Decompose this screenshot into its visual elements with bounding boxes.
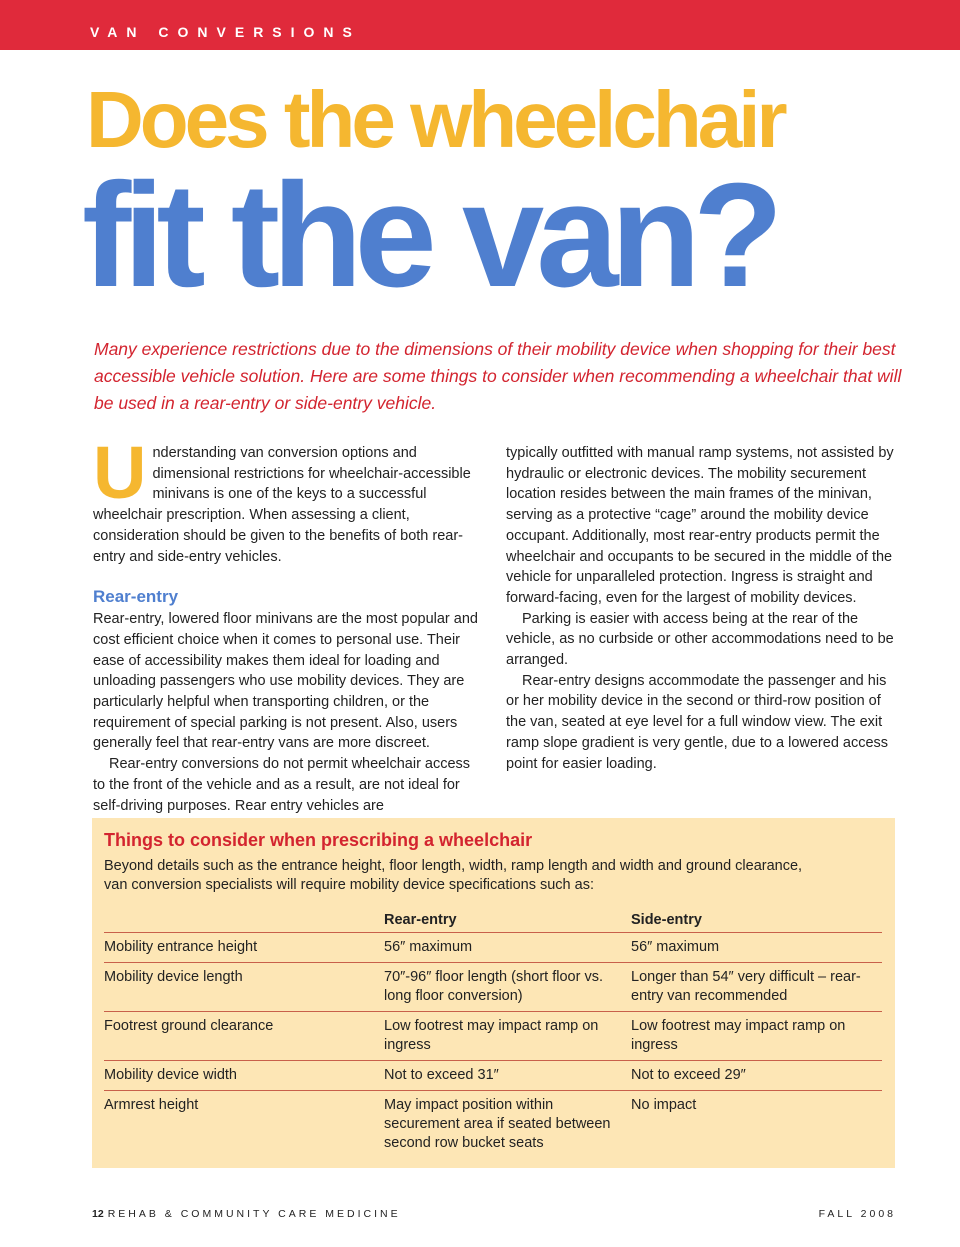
side-entry-value: Not to exceed 29″ [631, 1061, 882, 1091]
row-label: Mobility device length [104, 963, 384, 1012]
table-row [104, 963, 882, 1012]
row-label: Mobility device width [104, 1061, 384, 1091]
page-number: 12 [92, 1208, 104, 1220]
column-header-rear-entry: Rear-entry [384, 906, 631, 933]
headline-line-2: fit the van? [82, 153, 776, 318]
subhead-rear-entry: Rear-entry [93, 587, 179, 607]
sidebar-title: Things to consider when prescribing a wheelchair [104, 830, 533, 850]
side-entry-value: No impact [631, 1097, 697, 1113]
row-label: Mobility entrance height [104, 933, 384, 963]
paragraph-2: Rear-entry conversions do not permit wheelchair access to the front of the vehicle and as a result, are not ideal for self-driving purposes. Rear entry vehicles are [93, 756, 471, 814]
sidebar-intro: Beyond details such as the entrance height, floor length, width, ramp length and width and ground clearance, van conversion specialists will require mobility device specifications such as: [104, 858, 803, 893]
table-row [104, 1061, 882, 1091]
spec-table [104, 906, 882, 1158]
rear-entry-value: Not to exceed 31″ [384, 1061, 631, 1091]
column-header-side-entry: Side-entry [631, 906, 882, 933]
side-entry-value: Low footrest may impact ramp on ingress [631, 1012, 882, 1061]
paragraph-4: Rear-entry designs accommodate the passenger and his or her mobility device in the second or third-row position of the van, seated at eye level for a full window view. The exit ramp slope gradient is very gentle, due to a lowered access point for easier loading. [506, 672, 889, 772]
rear-entry-value: Low footrest may impact ramp on ingress [384, 1012, 631, 1061]
paragraph-1: Rear-entry, lowered floor minivans are the most popular and cost efficient choice when it comes to personal use. Their ease of accessibility makes them ideal for loading and unloading passengers who use mobility devices. They are particularly helpful when transporting children, or the requirement of special parking is not present. Also, users generally feel that rear-entry vans are more discreet. [93, 611, 478, 752]
column-header [104, 906, 384, 933]
table-row [104, 933, 882, 963]
sidebar-box [92, 818, 895, 1168]
article-column-right [506, 443, 898, 774]
side-entry-value: Longer than 54″ very difficult – rear-entry van recommended [631, 963, 882, 1012]
deck-text: Many experience restrictions due to the dimensions of their mobility device when shopping for their best accessible vehicle solution. Here are some things to consider when recommending a wheelchair that will be used in a rear-entry or side-entry vehicle. [94, 339, 902, 413]
intro-text: nderstanding van conversion options and dimensional restrictions for wheelchair-accessible minivans is one of the keys to a successful wheelchair prescription. When assessing a client, consideration should be given to the benefits of both rear-entry and side-entry vehicles. [93, 445, 471, 565]
article-column-left [93, 431, 485, 816]
headline-line-1: Does the wheelchair [86, 75, 784, 164]
row-label: Footrest ground clearance [104, 1012, 384, 1061]
table-header-row [104, 906, 882, 933]
footer-publication [92, 1208, 401, 1220]
publication-name: REHAB & COMMUNITY CARE MEDICINE [107, 1208, 401, 1220]
paragraph-3: Parking is easier with access being at the rear of the vehicle, as no curbside or other accommodations need to be arranged. [506, 610, 894, 669]
paragraph-2-continued: typically outfitted with manual ramp systems, not assisted by hydraulic or electronic devices. The mobility securement location resides between the main frames of the minivan, serving as a protective “cage” around the mobility device occupant. Additionally, most rear-entry products permit the wheelchair and occupants to be secured in the middle of the vehicle for unparalleled protection. Ingress is straight and forward-facing, even for the largest of mobility devices. [506, 445, 894, 606]
rear-entry-value: May impact position within securement area if seated between second row bucket seats [384, 1097, 611, 1151]
section-label: VAN CONVERSIONS [90, 24, 361, 40]
drop-cap: U [93, 431, 147, 514]
rear-entry-value: 70″-96″ floor length (short floor vs. long floor conversion) [384, 963, 631, 1012]
table-row [104, 1091, 882, 1159]
row-label: Armrest height [104, 1097, 199, 1113]
side-entry-value: 56″ maximum [631, 933, 882, 963]
table-row [104, 1012, 882, 1061]
rear-entry-value: 56″ maximum [384, 933, 631, 963]
intro-paragraph [93, 431, 485, 567]
footer-issue: FALL 2008 [818, 1208, 896, 1220]
